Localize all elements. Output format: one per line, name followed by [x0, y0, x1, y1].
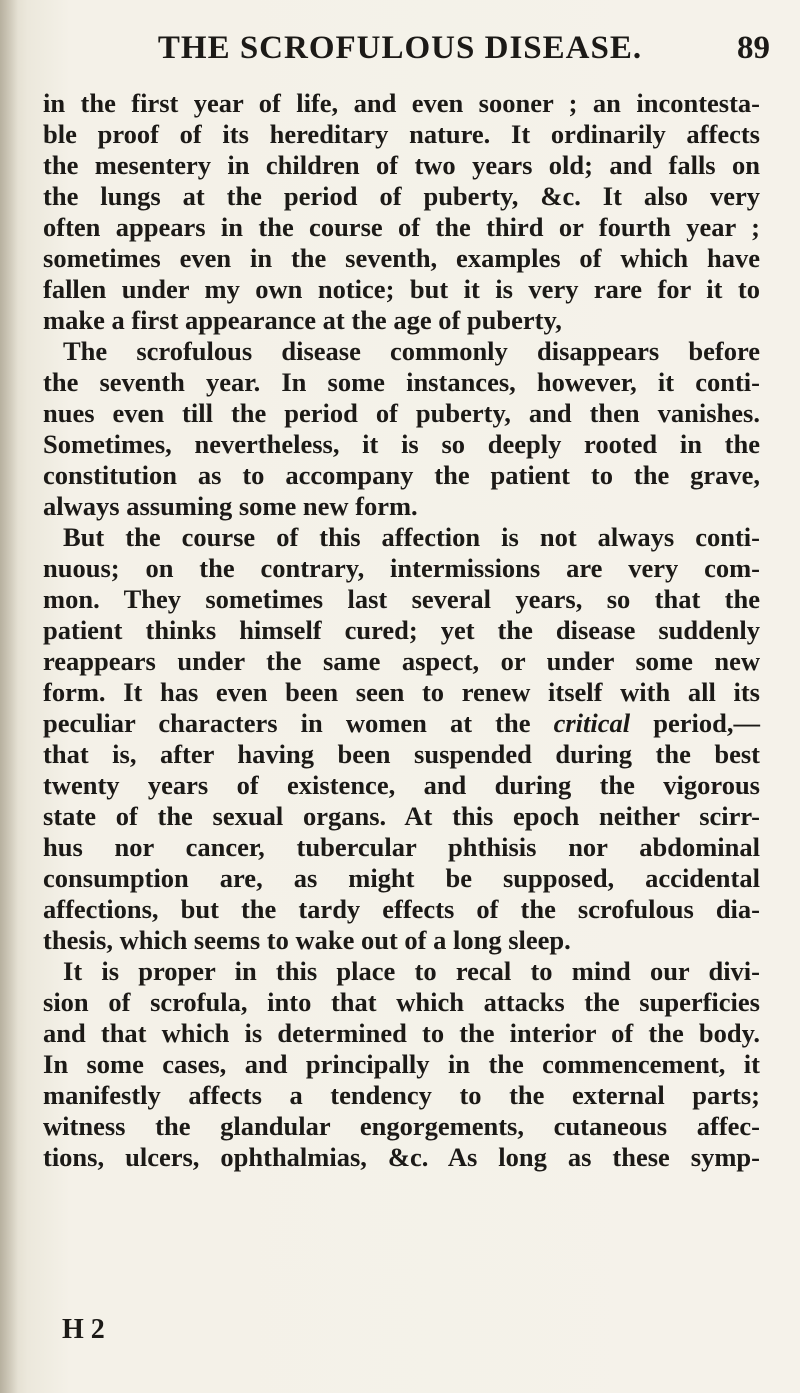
text-line: affections, but the tardy effects of the scrofulous dia-: [43, 894, 760, 924]
text-segment: period,—: [653, 708, 761, 738]
text-line: consumption are, as might be supposed, accidental: [43, 863, 760, 893]
text-line: often appears in the course of the third or fourth year ;: [43, 212, 760, 242]
text-line: But the course of this affection is not always conti-: [63, 522, 760, 552]
text-line: The scrofulous disease commonly disappears before: [63, 336, 760, 366]
text-line: twenty years of existence, and during the vigorous: [43, 770, 760, 800]
body-text: [40, 88, 760, 1173]
text-segment: peculiar characters in women at the: [43, 708, 531, 738]
page-header: [0, 30, 800, 70]
text-line: patient thinks himself cured; yet the disease suddenly: [43, 615, 760, 645]
text-line: the seventh year. In some instances, however, it conti-: [43, 367, 760, 397]
text-line: witness the glandular engorgements, cutaneous affec-: [43, 1111, 760, 1141]
text-line: nuous; on the contrary, intermissions are very com-: [43, 553, 760, 583]
text-line: thesis, which seems to wake out of a long sleep.: [43, 925, 571, 955]
running-head: THE SCROFULOUS DISEASE.: [157, 30, 643, 66]
text-line: and that which is determined to the interior of the body.: [43, 1018, 760, 1048]
text-line: tions, ulcers, ophthalmias, &c. As long as these symp-: [43, 1142, 760, 1172]
italic-word: critical: [553, 708, 631, 738]
text-line: make a first appearance at the age of puberty,: [43, 305, 562, 335]
text-line: Sometimes, nevertheless, it is so deeply rooted in the: [43, 429, 760, 459]
text-line: hus nor cancer, tubercular phthisis nor abdominal: [43, 832, 760, 862]
text-line: ble proof of its hereditary nature. It ordinarily affects: [43, 119, 760, 149]
text-line: constitution as to accompany the patient to the grave,: [43, 460, 760, 490]
gutter-shadow: [0, 0, 18, 1393]
text-line: always assuming some new form.: [43, 491, 418, 521]
text-line: sion of scrofula, into that which attacks the superficies: [43, 987, 760, 1017]
text-line: In some cases, and principally in the commencement, it: [43, 1049, 760, 1079]
text-line: in the first year of life, and even sooner ; an incontesta-: [43, 88, 760, 118]
text-line: that is, after having been suspended during the best: [43, 739, 760, 769]
text-line: state of the sexual organs. At this epoch neither scirr-: [43, 801, 760, 831]
text-line: the mesentery in children of two years old; and falls on: [43, 150, 760, 180]
text-line: reappears under the same aspect, or under some new: [43, 646, 760, 676]
text-line: form. It has even been seen to renew itself with all its: [43, 677, 760, 707]
text-line: manifestly affects a tendency to the external parts;: [43, 1080, 760, 1110]
text-line: fallen under my own notice; but it is very rare for it to: [43, 274, 760, 304]
text-line: It is proper in this place to recal to mind our divi-: [63, 956, 760, 986]
text-line: mon. They sometimes last several years, so that the: [43, 584, 760, 614]
text-line: sometimes even in the seventh, examples of which have: [43, 243, 760, 273]
text-line: [40, 708, 760, 739]
text-line: nues even till the period of puberty, and then vanishes.: [43, 398, 760, 428]
page-number: 89: [737, 30, 770, 66]
signature-mark: H 2: [62, 1314, 105, 1345]
text-line: the lungs at the period of puberty, &c. It also very: [43, 181, 760, 211]
